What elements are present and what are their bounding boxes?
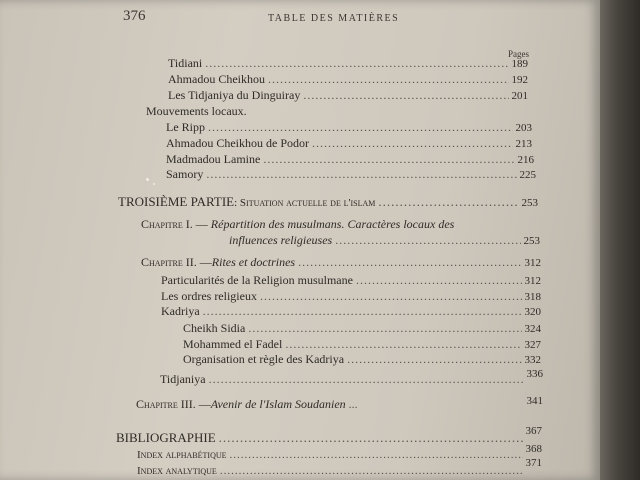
- paper-glare: [153, 183, 155, 185]
- toc-entry-page: 203: [515, 122, 532, 134]
- toc-entry-bibliographie: [116, 425, 542, 446]
- toc-entry-page: 341: [526, 395, 543, 407]
- toc-entry-page: 367: [525, 425, 542, 437]
- toc-entry-tidiani: [168, 56, 528, 71]
- leader-dots: [347, 352, 521, 367]
- leader-dots: [378, 194, 518, 210]
- page-number: 376: [123, 8, 146, 24]
- toc-entry-page: 253: [523, 235, 540, 247]
- toc-chapter-3: [136, 397, 543, 412]
- toc-entry-particularites: [161, 273, 541, 288]
- toc-entry-label: Madmadou Lamine: [166, 152, 261, 166]
- toc-entry-label: Ahmadou Cheikhou: [168, 72, 265, 86]
- toc-entry-index-alphabetique: [137, 443, 542, 461]
- toc-entry-label: Le Ripp: [166, 120, 205, 134]
- chapter-prefix: Chapitre II. —: [141, 255, 212, 269]
- toc-entry-page: 225: [519, 169, 536, 181]
- toc-entry-label: Les ordres religieux: [161, 289, 257, 303]
- toc-entry-cheikh-sidia: [183, 321, 541, 336]
- leader-dots: [205, 56, 508, 71]
- page-edge: [600, 0, 640, 480]
- toc-entry-mohammed-fadel: [183, 337, 541, 352]
- leader-dots: [220, 465, 523, 477]
- toc-entry-label: Cheikh Sidia: [183, 321, 246, 335]
- chapter-title-line2: influences religieuses: [229, 233, 333, 247]
- paper-glare: [146, 178, 149, 181]
- leader-dots: [208, 120, 513, 135]
- leader-dots: [349, 397, 357, 412]
- toc-entry-page: 216: [517, 154, 534, 166]
- toc-entry-page: 320: [524, 306, 541, 318]
- toc-chapter-1-line2: [229, 233, 540, 248]
- chapter-title: Avenir de l'Islam Soudanien: [210, 397, 346, 411]
- toc-entry-label: Particularités de la Religion musulmane: [161, 273, 353, 287]
- leader-dots: [206, 167, 516, 182]
- toc-entry-page: 368: [525, 443, 542, 455]
- leader-dots: [260, 289, 522, 304]
- toc-entry-ordres: [161, 289, 541, 304]
- toc-entry-label: Index alphabétique: [137, 449, 227, 461]
- chapter-prefix: Chapitre I. —: [141, 217, 211, 231]
- toc-entry-label: Les Tidjaniya du Dinguiray: [168, 88, 301, 102]
- toc-entry-index-analytique: [137, 457, 542, 477]
- chapter-prefix: Chapitre III. —: [136, 397, 211, 411]
- toc-entry-label: Index analytique: [137, 465, 217, 477]
- toc-entry-ripp: [166, 120, 532, 135]
- running-head: TABLE DES MATIÈRES: [268, 13, 400, 24]
- toc-entry-page: 213: [515, 138, 532, 150]
- leader-dots: [248, 321, 521, 336]
- toc-entry-label: Mohammed el Fadel: [183, 337, 283, 351]
- toc-entry-label: Kadriya: [161, 304, 200, 318]
- toc-entry-page: 201: [511, 90, 528, 102]
- toc-chapter-1-line1: [141, 217, 454, 232]
- toc-entry-label: BIBLIOGRAPHIE: [116, 430, 216, 445]
- toc-entry-page: 336: [526, 368, 543, 380]
- toc-entry-label: Ahmadou Cheikhou de Podor: [166, 136, 309, 150]
- toc-entry-ahmadou-cheikhou: [168, 72, 528, 87]
- toc-entry-page: 312: [524, 275, 541, 287]
- toc-entry-samory: [166, 167, 536, 182]
- toc-subheading-mouvements-locaux: Mouvements locaux.: [146, 104, 247, 118]
- chapter-title-line1: Répartition des musulmans. Caractères locaux des: [210, 217, 455, 231]
- toc-entry-page: 324: [524, 323, 541, 335]
- leader-dots: [298, 255, 521, 270]
- toc-entry-tidjaniya: [160, 368, 543, 387]
- toc-entry-page: 312: [524, 257, 541, 269]
- toc-entry-page: 371: [525, 457, 542, 469]
- leader-dots: [219, 430, 523, 446]
- leader-dots: [209, 372, 524, 387]
- toc-entry-tidjaniya-dinguiray: [168, 88, 528, 103]
- leader-dots: [263, 152, 514, 167]
- leader-dots: [268, 72, 509, 87]
- toc-entry-ahmadou-podor: [166, 136, 532, 151]
- leader-dots: [356, 273, 522, 288]
- toc-entry-label: Organisation et règle des Kadriya: [183, 352, 345, 366]
- toc-part-troisieme: [118, 194, 538, 210]
- chapter-title: Rites et doctrines: [211, 255, 296, 269]
- leader-dots: [335, 233, 520, 248]
- toc-entry-page: 327: [524, 339, 541, 351]
- leader-dots: [303, 88, 508, 103]
- toc-entry-madmadou-lamine: [166, 152, 534, 167]
- toc-entry-page: 192: [511, 74, 528, 86]
- toc-entry-page: 189: [511, 58, 528, 70]
- part-title: TROISIÈME PARTIE: [118, 194, 235, 209]
- leader-dots: [285, 337, 521, 352]
- toc-entry-page: 253: [521, 197, 538, 209]
- toc-entry-organisation: [183, 352, 541, 367]
- toc-entry-kadriya: [161, 304, 541, 319]
- leader-dots: [312, 136, 513, 151]
- pages-column-label: Pages: [508, 49, 529, 59]
- toc-entry-label: Tidjaniya: [160, 372, 206, 386]
- toc-entry-page: 318: [524, 291, 541, 303]
- leader-dots: [230, 449, 523, 461]
- toc-entry-label: Tidiani: [168, 56, 203, 70]
- leader-dots: [203, 304, 522, 319]
- toc-entry-page: 332: [524, 354, 541, 366]
- part-subtitle: : Situation actuelle de l'islam: [234, 197, 376, 209]
- toc-entry-label: Samory: [166, 167, 204, 181]
- toc-chapter-2: [141, 255, 541, 270]
